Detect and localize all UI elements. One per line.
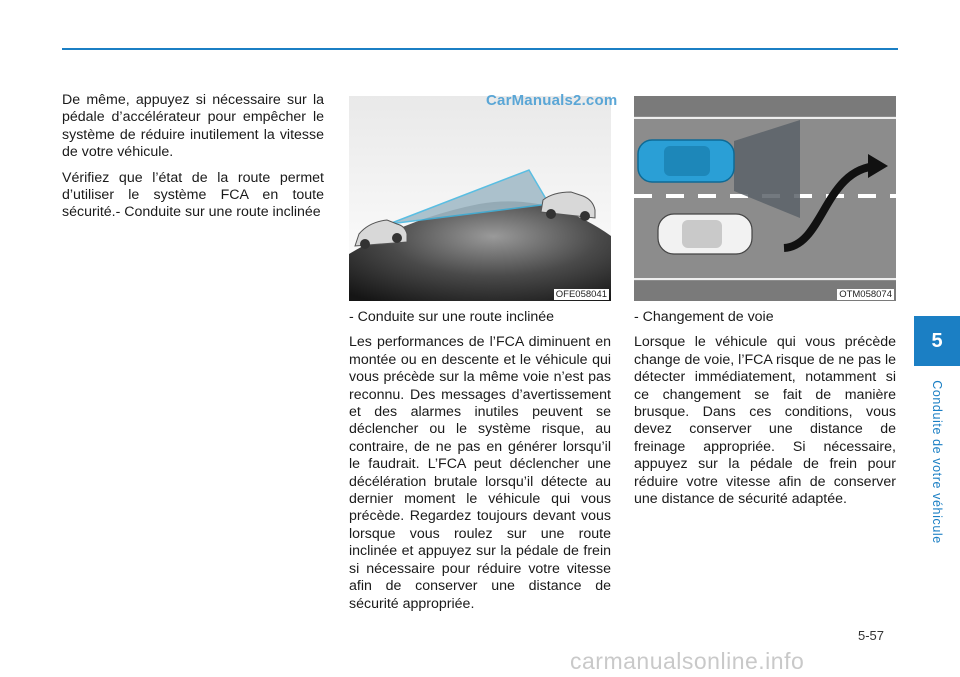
chapter-number-tab: 5	[914, 316, 960, 366]
footer-watermark: carmanualsonline.info	[570, 648, 805, 674]
text-column-1	[62, 92, 324, 230]
header-rule	[62, 48, 898, 50]
paragraph-lane-change: Lorsque le véhicule qui vous précède change de voie, l’FCA risque de ne pas le détecter immédiatement, notamment si ce changement se fait de manière brusque. Dans ces conditions, vous devez conserver une distance de freinage appropriée. Si nécessaire, appuyez sur la pédale de frein pour réduire votre vitesse afin de conserver une distance de sécurité adaptée.	[634, 334, 896, 508]
car-ahead-blue	[638, 140, 734, 182]
paragraph-accelerator: De même, appuyez si nécessaire sur la pédale d’accélérateur pour empêcher le système de réduire inutilement la vitesse de votre véhicule.	[62, 92, 324, 161]
section-heading-lane-change: - Changement de voie	[634, 309, 774, 325]
text-column-2	[349, 309, 611, 621]
lane-change-illustration	[634, 96, 896, 301]
section-heading-inclined: - Conduite sur une route inclinée	[349, 309, 555, 325]
text-column-3	[634, 309, 896, 516]
own-car-white	[658, 214, 752, 254]
figure-code: OFE058041	[555, 289, 607, 300]
page-number: 5-57	[858, 628, 885, 643]
paragraph-road-check: Vérifiez que l’état de la route permet d’utiliser le système FCA en toute sécurité.- Conduite sur une route inclinée	[62, 169, 324, 221]
watermark-text: CarManuals2.com	[486, 92, 618, 109]
chapter-title: Conduite de votre véhicule	[930, 380, 944, 544]
figure-code: OTM058074	[839, 289, 892, 300]
paragraph-inclined-road: Les performances de l’FCA diminuent en montée ou en descente et le véhicule qui vous précède sur la même voie n’est pas reconnu. Des messages d’avertissement et des alarmes inutiles peuvent se déclencher ou le système risque, au contraire, de ne pas en générer lorsqu’il le faudrait. L’FCA peut déclencher une décélération brutale lorsqu’il détecte au dernier moment le véhicule qui vous précède. Regardez toujours devant vous lorsque vous roulez sur une route inclinée et appuyez sur la pédale de frein si nécessaire pour réduire votre vitesse afin de conserver une distance de sécurité appropriée.	[349, 334, 611, 612]
inclined-road-illustration	[349, 96, 611, 301]
figure-inclined-road	[349, 96, 611, 301]
figure-lane-change	[634, 96, 896, 301]
